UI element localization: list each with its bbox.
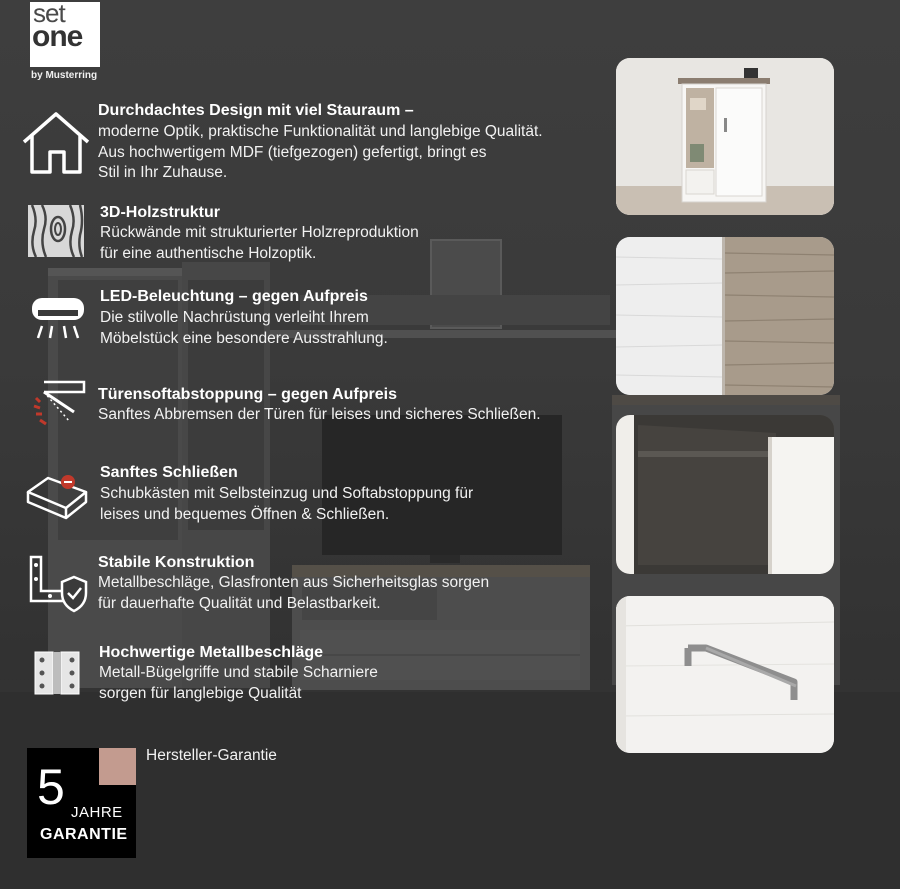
feature-text-line: Rückwände mit strukturierter Holzreproduktion: [100, 224, 419, 241]
feature-title: Stabile Konstruktion: [98, 554, 255, 571]
feature-text-line: sorgen für langlebige Qualität: [99, 685, 302, 702]
feature-text-line: Sanftes Abbremsen der Türen für leises und sicheres Schließen.: [98, 406, 541, 423]
feature-text-line: für eine authentische Holzoptik.: [100, 245, 317, 262]
feature-text-line: Stil in Ihr Zuhause.: [98, 164, 228, 181]
feature-title: Sanftes Schließen: [100, 464, 238, 481]
house-icon: [20, 108, 92, 176]
soft-close-drawer-icon: [24, 468, 90, 524]
feature-title: Türensoftabstoppung – gegen Aufpreis: [98, 386, 397, 403]
feature-title: 3D-Holzstruktur: [100, 204, 221, 221]
warranty-years-number: 5: [37, 759, 65, 815]
metal-handle-photo: [616, 596, 834, 753]
highboard-cabinet-photo: [616, 58, 834, 215]
warranty-word: GARANTIE: [40, 826, 128, 843]
feature-text-line: für dauerhafte Qualität und Belastbarkeit.: [98, 595, 381, 612]
feature-title: Durchdachtes Design mit viel Stauraum –: [98, 102, 414, 119]
setone-logo: [30, 2, 100, 67]
feature-text-line: Metallbeschläge, Glasfronten aus Sicherheitsglas sorgen: [98, 574, 490, 591]
led-light-icon: [30, 294, 86, 344]
feature-title: LED-Beleuchtung – gegen Aufpreis: [100, 288, 368, 305]
bracket-shield-icon: [28, 555, 90, 613]
warranty-years-unit: JAHRE: [71, 804, 123, 821]
warranty-label: Hersteller-Garantie: [146, 747, 277, 764]
logo-byline: by Musterring: [31, 70, 98, 81]
logo-text-one: one: [32, 20, 83, 53]
feature-title: Hochwertige Metallbeschläge: [99, 644, 324, 661]
feature-text-line: Möbelstück eine besondere Ausstrahlung.: [100, 330, 388, 347]
wood-grain-icon: [28, 205, 84, 257]
logo-text-set: set: [33, 0, 65, 28]
feature-text-line: Schubkästen mit Selbsteinzug und Softabstoppung für: [100, 485, 474, 502]
warranty-accent-square: [99, 748, 136, 785]
feature-text-line: Aus hochwertigem MDF (tiefgezogen) gefertigt, bringt es: [98, 144, 487, 161]
soft-close-door-icon: [30, 378, 86, 430]
feature-text-line: Metall-Bügelgriffe und stabile Scharniere: [99, 664, 378, 681]
open-drawer-photo: [616, 415, 834, 574]
hinge-icon: [34, 650, 80, 696]
feature-text-line: moderne Optik, praktische Funktionalität und langlebige Qualität.: [98, 123, 543, 140]
feature-text-line: Die stilvolle Nachrüstung verleiht Ihrem: [100, 309, 369, 326]
feature-text-line: leises und bequemes Öffnen & Schließen.: [100, 506, 390, 523]
warranty-badge: [27, 748, 136, 858]
wood-texture-photo: [616, 237, 834, 395]
